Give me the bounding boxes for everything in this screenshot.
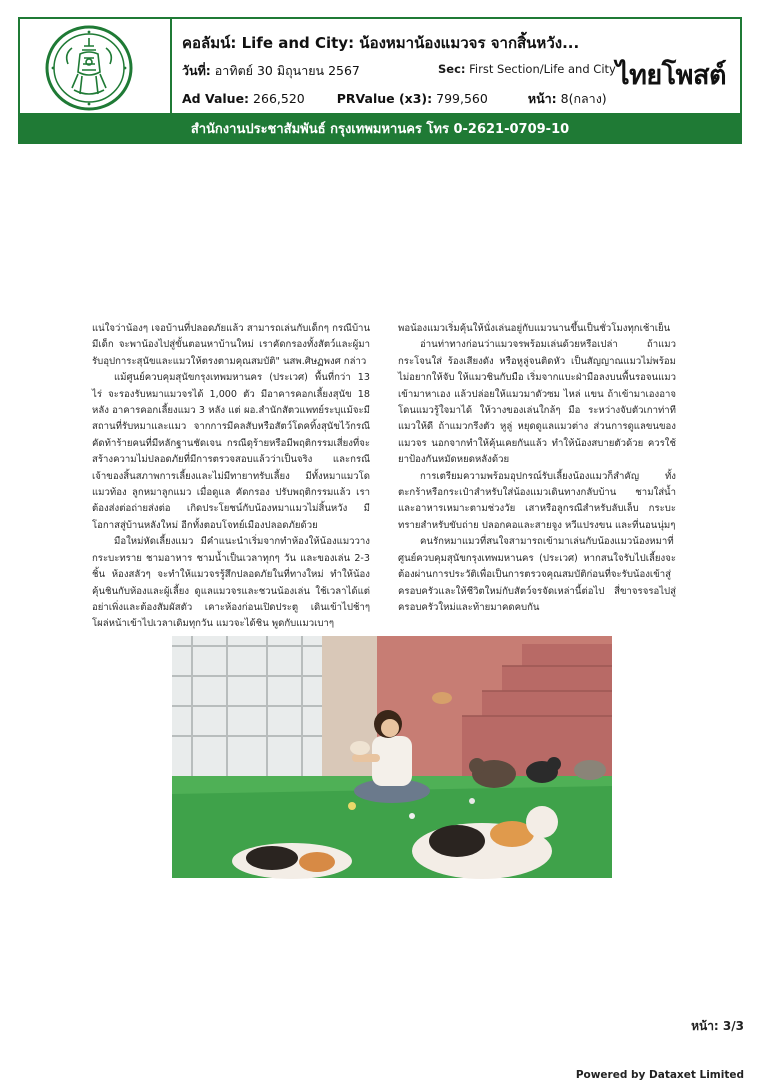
article-photo [172, 636, 612, 878]
column-title-text: Life and City: น้องหมาน้องแมวจร จากสิ้นหวัง... [241, 34, 580, 52]
section-value: First Section/Life and City [469, 62, 616, 76]
article-paragraph: แน่ใจว่าน้องๆ เจอบ้านที่ปลอดภัยแล้ว สามารถเล่นกับเด็กๆ กรณีบ้านมีเด็ก จะพาน้องไปสู่ขั้นตอนหาบ้านใหม่ เราคัดกรองทั้งสัตว์และผู้มารับอุปการะสุนัขและแมวให้ตรงตามคุณสมบัติ" นสพ.ศิษฏพงศ กล่าว [92, 323, 370, 367]
date-label: วันที่: [182, 63, 211, 78]
page-indicator: หน้า: 3/3 [691, 1019, 744, 1033]
article-paragraph: พอน้องแมวเริ่มคุ้นให้นั่งเล่นอยู่กับแมวนานขึ้นเป็นชั่วโมงทุกเช้าเย็น [398, 323, 671, 334]
pr-office-banner: สำนักงานประชาสัมพันธ์ กรุงเทพมหานคร โทร 0-2621-0709-10 [18, 115, 742, 144]
cat-shelter-photo-icon [172, 636, 612, 878]
article-paragraph: การเตรียมความพร้อมอุปกรณ์รับเลี้ยงน้องแมวก็สำคัญ ทั้งตะกร้าหรือกระเป๋าสำหรับใส่น้องแมวเดินทางกลับบ้าน ชามใส่น้ำและอาหารเหมาะตามช่วงวัย เสาหรือลูกรณีสำหรับลับเล็บ กระบะทรายสำหรับขับถ่าย ปลอกคอและสายจูง หวีแปรงขน และที่นอนนุ่มๆ [398, 470, 676, 531]
page-label: หน้า: [527, 91, 557, 106]
column-label: คอลัมน์: [182, 34, 237, 52]
pr-value-label: PRValue (x3): [336, 91, 433, 106]
section-label: Sec: [438, 62, 466, 76]
section-line [438, 62, 616, 76]
column-title [182, 31, 579, 55]
publication-logo: ไทยโพสต์ [615, 60, 726, 91]
bangkok-city-seal-icon [44, 24, 134, 112]
date-line [182, 61, 360, 81]
article-paragraph: อ่านท่าทางก่อนว่าแมวจรพร้อมเล่นด้วยหรือเปล่า ถ้าแมวกระโจนใส่ ร้องเสียงดัง หรือหูลู่จนติดหัว เป็นสัญญาณแมวไม่พร้อม ไม่อยากให้จับ ให้แมวชินกับมือ เริ่มจากแบะฝ่ามือลงบนพื้นรอจนแมวเข้ามาหาเอง แล้วปล่อยให้แมวมาดัวซม ไหล่ แขน ถ้าเข้ามาเองอาจโดนแมวรู้ใจมาได้ ให้วางของเล่นใกล้ๆ มือ ระหว่างจับตัวเกาท่าทีแมวให้ดี ถ้าแมวกรีงตัว หูลู่ หยุดดูแลแมวต่าง ส่วนการดูแลขนของแมวจร นอกจากทำให้คุ้นเคยกันแล้ว ทำให้น้องสบายตัวด้วย ควรใช้ยาป้องกันหมัดหยดหลังด้วย [398, 339, 676, 466]
powered-by: Powered by Dataxet Limited [575, 1069, 744, 1081]
article-paragraph: แม้ศูนย์ควบคุมสุนัขกรุงเทพมหานคร (ประเวศ) พื้นที่กว่า 13 ไร่ จะรองรับหมาแมวจรได้ 1,000 ตัว มีอาคารคอกเลี้ยงสุนัข 18 หลัง อาคารคอกเลี้ยงแมว 3 หลัง แต่ ผอ.สำนักสัตวแพทย์ระบุแม้จะมีสถานที่รับหมาและแมว จากการมีคลสับหรือสัตว์โดคทิ้งสุนัขไว้กรณีคัดท้าร้ายคนที่มีหลักฐานชัดเจน กรณีดุร้ายหรือมีพฤติกรรมเสี่ยงที่จะสร้างความไม่ปลอดภัยที่มีการตรวจสอบแล้วว่าเป็นจริง และกรณีเจ้าของสิ้นสภาพการเลี้ยงและไม่มีทายาทรับเลี้ยง มีทั้งหมาแมวโดแมวท้อง ลูกหมาลูกแมว เมื่อดูแล คัดกรอง ปรับพฤติกรรมแล้ว เราต้องส่งต่อถ่ายส่งต่อ เกิดประโยชน์กับน้องหมาแมวไม่สิ้นหวัง มีโอกาสสู่บ้านหลังใหม่ อีกทั้งตอบโจทย์เมืองปลอดภัยด้วย [92, 372, 370, 531]
ad-value-label: Ad Value: [182, 91, 250, 106]
clipping-header [18, 17, 742, 115]
article-column-left [92, 321, 370, 630]
article-paragraph: คนรักหมาแมวที่สนใจสามารถเข้ามาเล่นกับน้องแมวน้องหมาที่ศูนย์ควบคุมสุนัขกรุงเทพมหานคร (ประเวศ) หากสนใจรับไปเลี้ยงจะต้องผ่านการประวัติเพื่อเป็นการตรวจคุณสมบัติก่อนที่จะรับน้องเข้าสู่ครอบครัวและให้ชีวิตใหม่กับสัตว์จรจัดเหล่านี้ต่อไป สี่ขาจรจรอไปสู่ครอบครัวใหม่และท้ายมาคดคบกัน [398, 536, 676, 613]
value-line [182, 89, 635, 109]
pr-value: 799,560 [436, 91, 488, 106]
date-value: อาทิตย์ 30 มิถุนายน 2567 [214, 63, 360, 78]
article-paragraph: มือใหม่หัดเลี้ยงแมว มีคำแนะนำเริ่มจากทำห้องให้น้องแมววางกระบะทราย ชามอาหาร ชามน้ำเป็นเวลาทุกๆ วัน และของเล่น 2-3 ชิ้น ห้องสลัวๆ จะทำให้แมวจรรู้สึกปลอดภัยในที่ทางใหม่ ทำให้น้องคุ้นชินกับห้องและผู้เลี้ยง ดูแลแมวจรและชวนน้องเล่น ใช้เวลาได้แต่อย่าเพิ่งและต้องสัมผัสตัว เคาะห้องก่อนเปิดประตู เดินเข้าไปช้าๆ โผล่หน้าเข้าไปเวลาเดิมทุกวัน แมวจะได้ชิน พูดกับแมวเบาๆ [92, 536, 370, 630]
seal-divider [170, 19, 172, 115]
page-value: 8(กลาง) [560, 91, 607, 106]
article-body [92, 321, 676, 630]
ad-value: 266,520 [253, 91, 305, 106]
article-column-right [398, 321, 676, 621]
